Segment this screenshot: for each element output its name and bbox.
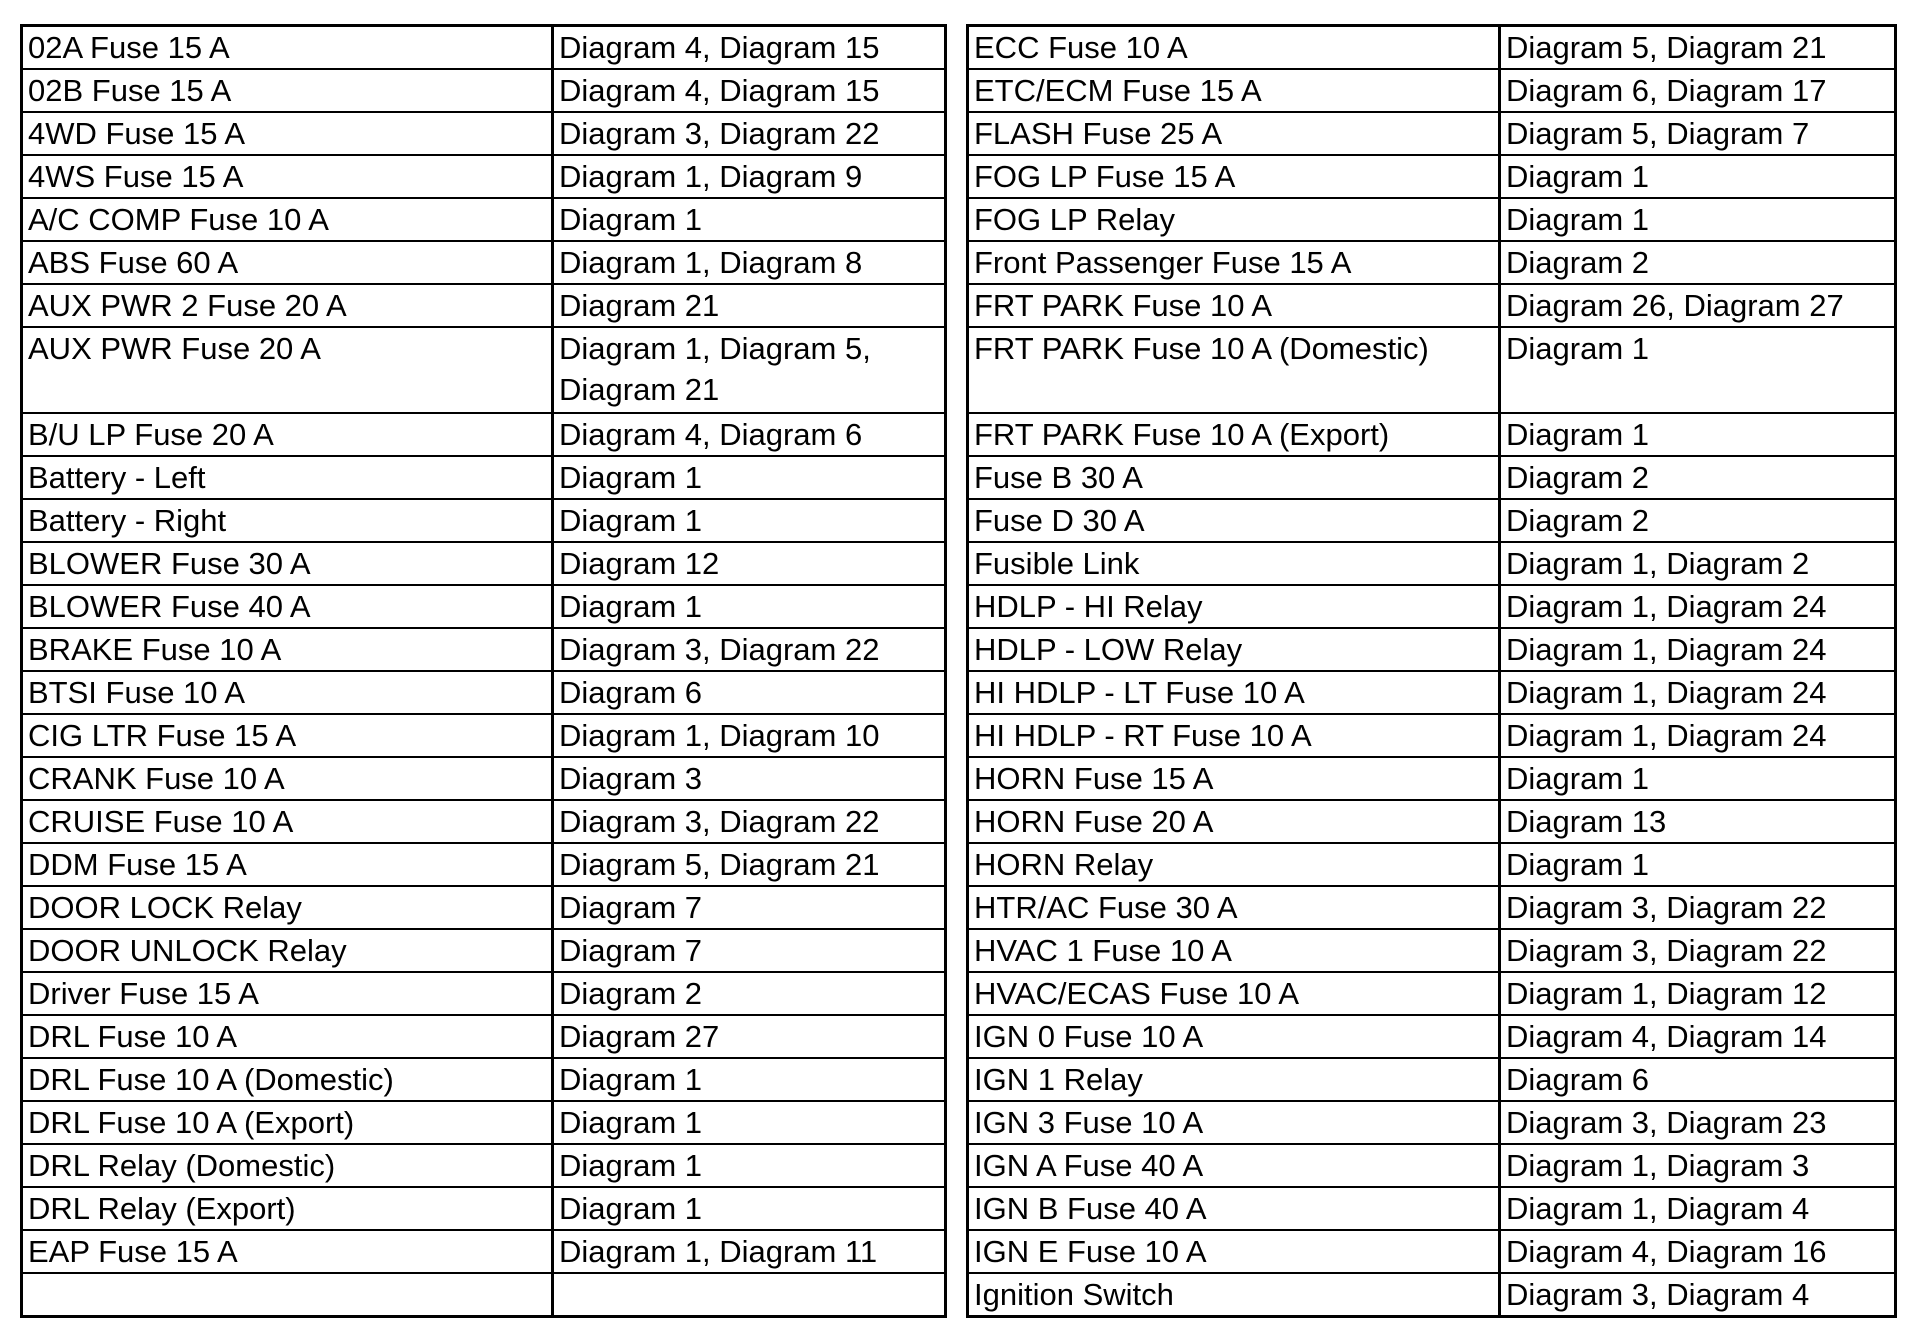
component-name-cell: ETC/ECM Fuse 15 A bbox=[968, 69, 1500, 112]
component-name-cell: HTR/AC Fuse 30 A bbox=[968, 886, 1500, 929]
table-row bbox=[968, 1144, 1896, 1187]
component-name-cell: ECC Fuse 10 A bbox=[968, 26, 1500, 70]
table-row bbox=[968, 284, 1896, 327]
table-row bbox=[968, 456, 1896, 499]
diagram-reference-cell: Diagram 3, Diagram 22 bbox=[553, 112, 946, 155]
diagram-reference-cell: Diagram 5, Diagram 21 bbox=[1500, 26, 1896, 70]
fuse-index-table-right bbox=[966, 24, 1897, 1318]
diagram-reference-cell: Diagram 3, Diagram 22 bbox=[1500, 929, 1896, 972]
diagram-reference-cell: Diagram 4, Diagram 15 bbox=[553, 69, 946, 112]
component-name-cell: IGN A Fuse 40 A bbox=[968, 1144, 1500, 1187]
component-name-cell: EAP Fuse 15 A bbox=[22, 1230, 553, 1273]
table-row bbox=[22, 456, 946, 499]
diagram-reference-cell: Diagram 1 bbox=[553, 1187, 946, 1230]
table-row bbox=[22, 714, 946, 757]
diagram-reference-cell: Diagram 3, Diagram 22 bbox=[1500, 886, 1896, 929]
diagram-reference-cell: Diagram 1, Diagram 3 bbox=[1500, 1144, 1896, 1187]
table-row bbox=[22, 671, 946, 714]
component-name-cell: FOG LP Relay bbox=[968, 198, 1500, 241]
diagram-reference-cell: Diagram 1 bbox=[553, 198, 946, 241]
table-row bbox=[22, 843, 946, 886]
diagram-reference-cell: Diagram 1 bbox=[1500, 757, 1896, 800]
table-row bbox=[968, 714, 1896, 757]
table-row bbox=[968, 972, 1896, 1015]
diagram-reference-cell: Diagram 12 bbox=[553, 542, 946, 585]
table-row bbox=[22, 628, 946, 671]
diagram-reference-cell: Diagram 3, Diagram 23 bbox=[1500, 1101, 1896, 1144]
table-row bbox=[968, 1058, 1896, 1101]
diagram-reference-cell: Diagram 26, Diagram 27 bbox=[1500, 284, 1896, 327]
component-name-cell bbox=[22, 1273, 553, 1317]
table-row bbox=[22, 800, 946, 843]
diagram-reference-cell: Diagram 4, Diagram 14 bbox=[1500, 1015, 1896, 1058]
diagram-reference-cell: Diagram 1 bbox=[1500, 843, 1896, 886]
component-name-cell: 4WD Fuse 15 A bbox=[22, 112, 553, 155]
table-row bbox=[968, 628, 1896, 671]
diagram-reference-cell: Diagram 1, Diagram 4 bbox=[1500, 1187, 1896, 1230]
diagram-reference-cell: Diagram 2 bbox=[1500, 241, 1896, 284]
diagram-reference-cell: Diagram 7 bbox=[553, 929, 946, 972]
table-row bbox=[22, 112, 946, 155]
table-row bbox=[22, 1101, 946, 1144]
component-name-cell: HDLP - LOW Relay bbox=[968, 628, 1500, 671]
diagram-reference-cell: Diagram 1 bbox=[553, 1058, 946, 1101]
component-name-cell: 02B Fuse 15 A bbox=[22, 69, 553, 112]
diagram-reference-cell: Diagram 3, Diagram 4 bbox=[1500, 1273, 1896, 1317]
diagram-reference-cell: Diagram 1 bbox=[553, 499, 946, 542]
table-row bbox=[22, 886, 946, 929]
component-name-cell: FRT PARK Fuse 10 A bbox=[968, 284, 1500, 327]
diagram-reference-cell: Diagram 1, Diagram 8 bbox=[553, 241, 946, 284]
table-row bbox=[968, 26, 1896, 70]
component-name-cell: FOG LP Fuse 15 A bbox=[968, 155, 1500, 198]
component-name-cell: DOOR LOCK Relay bbox=[22, 886, 553, 929]
table-row bbox=[22, 929, 946, 972]
diagram-reference-cell: Diagram 4, Diagram 6 bbox=[553, 413, 946, 456]
component-name-cell: BLOWER Fuse 30 A bbox=[22, 542, 553, 585]
diagram-reference-cell: Diagram 1 bbox=[553, 456, 946, 499]
table-row bbox=[968, 155, 1896, 198]
component-name-cell: DRL Fuse 10 A (Domestic) bbox=[22, 1058, 553, 1101]
table-row bbox=[22, 1273, 946, 1317]
component-name-cell: DRL Relay (Export) bbox=[22, 1187, 553, 1230]
diagram-reference-cell: Diagram 1 bbox=[1500, 198, 1896, 241]
component-name-cell: Front Passenger Fuse 15 A bbox=[968, 241, 1500, 284]
diagram-reference-cell: Diagram 3, Diagram 22 bbox=[553, 628, 946, 671]
component-name-cell: Driver Fuse 15 A bbox=[22, 972, 553, 1015]
table-row bbox=[968, 112, 1896, 155]
diagram-reference-cell: Diagram 1, Diagram 10 bbox=[553, 714, 946, 757]
table-row bbox=[22, 327, 946, 413]
diagram-reference-cell: Diagram 21 bbox=[553, 284, 946, 327]
diagram-reference-cell: Diagram 6 bbox=[553, 671, 946, 714]
component-name-cell: HORN Fuse 20 A bbox=[968, 800, 1500, 843]
component-name-cell: Fusible Link bbox=[968, 542, 1500, 585]
table-row bbox=[22, 155, 946, 198]
component-name-cell: A/C COMP Fuse 10 A bbox=[22, 198, 553, 241]
component-name-cell: AUX PWR Fuse 20 A bbox=[22, 327, 553, 413]
diagram-reference-cell: Diagram 1, Diagram 5, Diagram 21 bbox=[553, 327, 946, 413]
diagram-reference-cell: Diagram 1, Diagram 24 bbox=[1500, 585, 1896, 628]
component-name-cell: HI HDLP - LT Fuse 10 A bbox=[968, 671, 1500, 714]
component-name-cell: Fuse B 30 A bbox=[968, 456, 1500, 499]
fuse-index-table-left bbox=[20, 24, 947, 1318]
table-row bbox=[22, 241, 946, 284]
component-name-cell: HVAC/ECAS Fuse 10 A bbox=[968, 972, 1500, 1015]
component-name-cell: FLASH Fuse 25 A bbox=[968, 112, 1500, 155]
table-row bbox=[22, 413, 946, 456]
table-row bbox=[22, 26, 946, 70]
diagram-reference-cell: Diagram 4, Diagram 16 bbox=[1500, 1230, 1896, 1273]
table-row bbox=[22, 542, 946, 585]
component-name-cell: Battery - Left bbox=[22, 456, 553, 499]
diagram-reference-cell: Diagram 2 bbox=[1500, 456, 1896, 499]
diagram-reference-cell: Diagram 1, Diagram 9 bbox=[553, 155, 946, 198]
table-row bbox=[968, 1273, 1896, 1317]
component-name-cell: FRT PARK Fuse 10 A (Domestic) bbox=[968, 327, 1500, 413]
table-row bbox=[22, 585, 946, 628]
diagram-reference-cell: Diagram 6, Diagram 17 bbox=[1500, 69, 1896, 112]
table-row bbox=[968, 1101, 1896, 1144]
table-row bbox=[968, 1015, 1896, 1058]
table-row bbox=[968, 542, 1896, 585]
diagram-reference-cell: Diagram 1, Diagram 2 bbox=[1500, 542, 1896, 585]
table-row bbox=[22, 1187, 946, 1230]
table-row bbox=[22, 757, 946, 800]
diagram-reference-cell: Diagram 1 bbox=[1500, 413, 1896, 456]
table-row bbox=[968, 198, 1896, 241]
table-row bbox=[968, 241, 1896, 284]
component-name-cell: HVAC 1 Fuse 10 A bbox=[968, 929, 1500, 972]
diagram-reference-cell: Diagram 6 bbox=[1500, 1058, 1896, 1101]
table-row bbox=[22, 69, 946, 112]
diagram-reference-cell: Diagram 1, Diagram 24 bbox=[1500, 628, 1896, 671]
component-name-cell: 02A Fuse 15 A bbox=[22, 26, 553, 70]
component-name-cell: CIG LTR Fuse 15 A bbox=[22, 714, 553, 757]
table-row bbox=[22, 1230, 946, 1273]
component-name-cell: Fuse D 30 A bbox=[968, 499, 1500, 542]
diagram-reference-cell: Diagram 5, Diagram 21 bbox=[553, 843, 946, 886]
table-row bbox=[22, 284, 946, 327]
component-name-cell: BRAKE Fuse 10 A bbox=[22, 628, 553, 671]
component-name-cell: B/U LP Fuse 20 A bbox=[22, 413, 553, 456]
component-name-cell: BTSI Fuse 10 A bbox=[22, 671, 553, 714]
diagram-reference-cell: Diagram 27 bbox=[553, 1015, 946, 1058]
table-row bbox=[968, 886, 1896, 929]
component-name-cell: IGN 0 Fuse 10 A bbox=[968, 1015, 1500, 1058]
component-name-cell: DRL Fuse 10 A (Export) bbox=[22, 1101, 553, 1144]
table-row bbox=[22, 198, 946, 241]
table-row bbox=[968, 413, 1896, 456]
table-row bbox=[22, 1015, 946, 1058]
table-row bbox=[968, 499, 1896, 542]
diagram-reference-cell: Diagram 7 bbox=[553, 886, 946, 929]
component-name-cell: CRANK Fuse 10 A bbox=[22, 757, 553, 800]
table-row bbox=[968, 843, 1896, 886]
component-name-cell: 4WS Fuse 15 A bbox=[22, 155, 553, 198]
component-name-cell: DOOR UNLOCK Relay bbox=[22, 929, 553, 972]
table-row bbox=[22, 1144, 946, 1187]
table-row bbox=[22, 499, 946, 542]
component-name-cell: DDM Fuse 15 A bbox=[22, 843, 553, 886]
diagram-reference-cell: Diagram 1 bbox=[553, 1144, 946, 1187]
diagram-reference-cell: Diagram 3, Diagram 22 bbox=[553, 800, 946, 843]
component-name-cell: IGN 3 Fuse 10 A bbox=[968, 1101, 1500, 1144]
component-name-cell: BLOWER Fuse 40 A bbox=[22, 585, 553, 628]
table-row bbox=[968, 929, 1896, 972]
fuse-index-body-right bbox=[968, 26, 1896, 1317]
diagram-reference-cell: Diagram 13 bbox=[1500, 800, 1896, 843]
table-row bbox=[968, 327, 1896, 413]
diagram-reference-cell: Diagram 1 bbox=[1500, 327, 1896, 413]
component-name-cell: AUX PWR 2 Fuse 20 A bbox=[22, 284, 553, 327]
table-row bbox=[968, 671, 1896, 714]
component-name-cell: DRL Relay (Domestic) bbox=[22, 1144, 553, 1187]
diagram-reference-cell: Diagram 4, Diagram 15 bbox=[553, 26, 946, 70]
fuse-index-body-left bbox=[22, 26, 946, 1317]
table-row bbox=[968, 757, 1896, 800]
table-row bbox=[22, 972, 946, 1015]
table-row bbox=[968, 800, 1896, 843]
diagram-reference-cell bbox=[553, 1273, 946, 1317]
diagram-reference-cell: Diagram 1, Diagram 24 bbox=[1500, 671, 1896, 714]
table-row bbox=[22, 1058, 946, 1101]
diagram-reference-cell: Diagram 1, Diagram 11 bbox=[553, 1230, 946, 1273]
diagram-reference-cell: Diagram 1 bbox=[553, 1101, 946, 1144]
diagram-reference-cell: Diagram 1 bbox=[553, 585, 946, 628]
diagram-reference-cell: Diagram 1 bbox=[1500, 155, 1896, 198]
component-name-cell: Battery - Right bbox=[22, 499, 553, 542]
component-name-cell: Ignition Switch bbox=[968, 1273, 1500, 1317]
table-row bbox=[968, 69, 1896, 112]
diagram-reference-cell: Diagram 3 bbox=[553, 757, 946, 800]
component-name-cell: FRT PARK Fuse 10 A (Export) bbox=[968, 413, 1500, 456]
component-name-cell: HORN Fuse 15 A bbox=[968, 757, 1500, 800]
component-name-cell: HDLP - HI Relay bbox=[968, 585, 1500, 628]
diagram-reference-cell: Diagram 2 bbox=[553, 972, 946, 1015]
component-name-cell: HORN Relay bbox=[968, 843, 1500, 886]
table-row bbox=[968, 1230, 1896, 1273]
component-name-cell: ABS Fuse 60 A bbox=[22, 241, 553, 284]
table-row bbox=[968, 1187, 1896, 1230]
component-name-cell: HI HDLP - RT Fuse 10 A bbox=[968, 714, 1500, 757]
component-name-cell: IGN 1 Relay bbox=[968, 1058, 1500, 1101]
diagram-reference-cell: Diagram 1, Diagram 24 bbox=[1500, 714, 1896, 757]
component-name-cell: CRUISE Fuse 10 A bbox=[22, 800, 553, 843]
diagram-reference-cell: Diagram 1, Diagram 12 bbox=[1500, 972, 1896, 1015]
diagram-reference-cell: Diagram 5, Diagram 7 bbox=[1500, 112, 1896, 155]
component-name-cell: IGN B Fuse 40 A bbox=[968, 1187, 1500, 1230]
diagram-reference-cell: Diagram 2 bbox=[1500, 499, 1896, 542]
component-name-cell: IGN E Fuse 10 A bbox=[968, 1230, 1500, 1273]
component-name-cell: DRL Fuse 10 A bbox=[22, 1015, 553, 1058]
table-row bbox=[968, 585, 1896, 628]
